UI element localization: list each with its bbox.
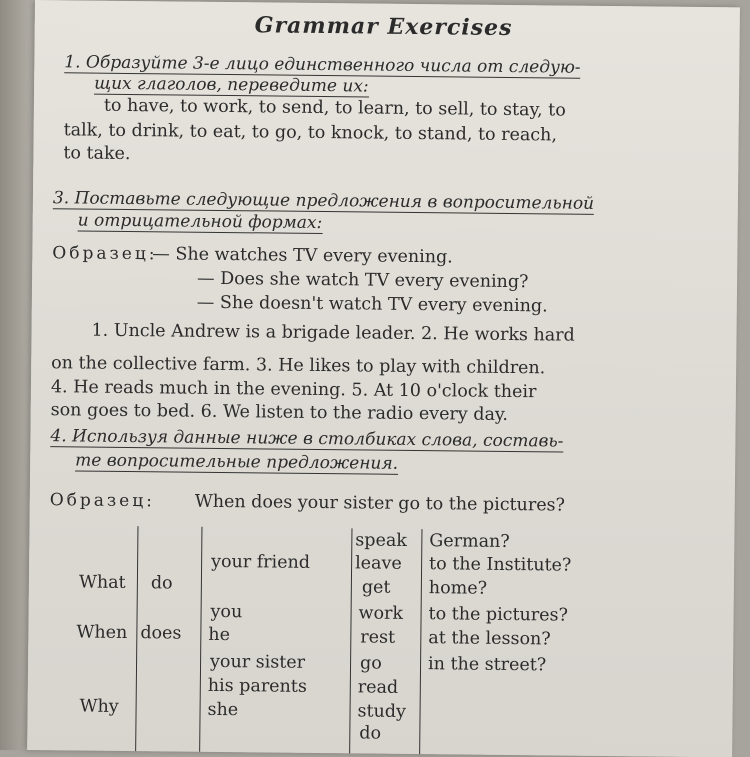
table-cell: read [357,677,399,698]
sample-sentence: — Does she watch TV every evening? [196,268,529,293]
table-cell: you [210,601,243,623]
sample-sentence: — She watches TV every evening. [152,244,453,268]
table-cell: leave [355,553,402,574]
sample-sentence: — She doesn't watch TV every evening. [196,292,548,317]
table-cell: she [207,699,239,721]
table-cell: in the street? [427,654,547,676]
table-cell: study [357,701,407,722]
table-cell: does [140,623,182,644]
table-cell: to the Institute? [429,554,572,576]
table-divider [349,528,352,753]
table-cell: What [78,572,126,593]
exercise-3-text: on the collective farm. 3. He likes to play with children. [51,353,546,379]
exercise-4-heading: 4. Используя данные ниже в столбиках слова, составь- [50,426,564,452]
table-cell: his parents [207,675,307,697]
exercise-3-heading: 3. Поставьте следующие предложения в вопросительной [52,188,595,214]
exercise-1-line: talk, to drink, to eat, to go, to knock, to stand, to reach, [63,120,558,146]
exercise-sheet [27,0,740,757]
table-cell: When [76,622,128,644]
sample-label: Образец: [49,490,156,512]
exercise-4-heading-cont: те вопросительные предложения. [75,450,399,474]
table-cell: go [359,653,382,674]
exercise-1-heading-cont: щих глаголов, переведите их: [94,73,369,97]
exercise-1-line: to take. [63,143,131,165]
table-cell: Why [79,696,119,717]
table-divider [419,529,422,754]
table-cell: work [358,603,404,624]
table-cell: he [208,624,231,646]
exercise-3-text: son goes to bed. 6. We listen to the radio every day. [50,400,509,425]
table-cell: do [150,573,173,594]
exercise-1-line: to have, to work, to send, to learn, to sell, to stay, to [103,95,566,121]
table-cell: do [359,723,382,744]
table-cell: get [361,577,391,598]
table-cell: home? [428,578,488,599]
table-cell: your sister [209,651,306,673]
page-title: Grammar Exercises [254,12,513,42]
table-cell: at the lesson? [428,628,551,650]
sample-sentence: When does your sister go to the pictures? [194,491,566,516]
table-cell: German? [429,531,510,553]
exercise-3-text: 4. He reads much in the evening. 5. At 10 o'clock their [50,377,537,403]
table-cell: speak [355,530,408,551]
table-cell: to the pictures? [428,604,569,626]
exercise-3-text: 1. Uncle Andrew is a brigade leader. 2. He works hard [91,320,575,346]
table-divider [135,526,138,751]
exercise-3-heading-cont: и отрицательной формах: [77,210,323,234]
table-cell: your friend [211,551,311,573]
exercise-1-heading: 1. Образуйте 3-е лицо единственного числа от следую- [64,52,581,78]
table-cell: rest [360,627,396,648]
table-divider [199,527,202,752]
sample-label: Образец: [52,243,158,265]
